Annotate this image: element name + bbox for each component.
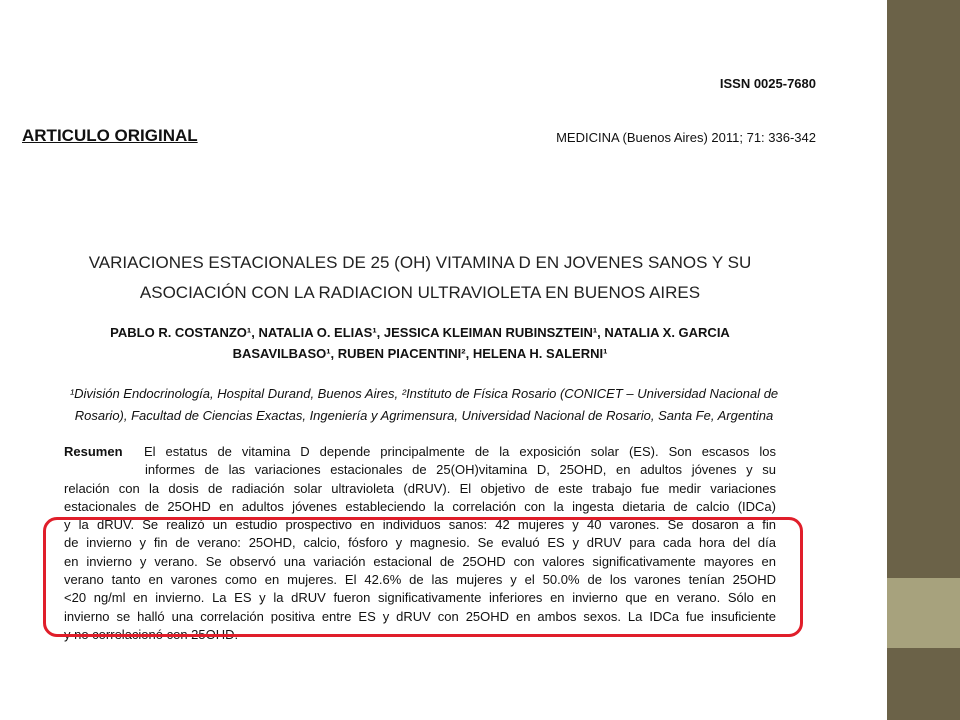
article-title [40, 248, 800, 308]
authors-line: PABLO R. COSTANZO¹, NATALIA O. ELIAS¹, JESSICA KLEIMAN RUBINSZTEIN¹, NATALIA X. GARCIA [110, 325, 730, 340]
affiliations [24, 383, 824, 427]
affiliation-line: ¹División Endocrinología, Hospital Durand, Buenos Aires, ²Instituto de Física Rosario (CONICET – Universidad Nacional de [69, 386, 779, 401]
highlight-box [43, 517, 803, 637]
slide-side-accent [887, 578, 960, 648]
journal-citation: MEDICINA (Buenos Aires) 2011; 71: 336-342 [556, 130, 816, 145]
abstract-line: verano tanto en varones como en mujeres. El 42.6% de las mujeres y el 50.0% de los varones tenían 25OHD [64, 572, 776, 588]
title-line: VARIACIONES ESTACIONALES DE 25 (OH) VITAMINA D EN JOVENES SANOS Y SU [88, 253, 752, 272]
abstract-line: estacionales de 25OHD en adultos jóvenes estableciendo la correlación con la ingesta dietaria de calcio (IDCa) [64, 498, 776, 514]
abstract-line: en invierno y verano. Se observó una variación estacional de 25OHD con valores significativamente mayores en [64, 553, 776, 569]
author-list [40, 322, 800, 364]
page-bottom-crop [0, 643, 887, 660]
abstract-line: y no correlacionó con 25OHD. [64, 626, 239, 642]
abstract-line: informes de las variaciones estacionales de 25(OH)vitamina D, 25OHD, en adultos jóvenes y su [145, 462, 776, 478]
abstract-label: Resumen [64, 444, 123, 459]
abstract-line: de invierno y fin de verano: 25OHD, calcio, fósforo y magnesio. Se evaluó ES y dRUV para cada hora del día [64, 535, 776, 551]
abstract-line: y la dRUV. Se realizó un estudio prospectivo en individuos sanos: 42 mujeres y 40 varones. Se dosaron a fin [64, 517, 776, 533]
issn-label: ISSN 0025-7680 [719, 76, 816, 91]
abstract-line: invierno se halló una correlación positiva entre ES y dRUV con 25OHD en ambos sexos. La IDCa fue insuficiente [64, 608, 776, 624]
affiliation-line: Rosario), Facultad de Ciencias Exactas, Ingeniería y Agrimensura, Universidad Nacional de Rosario, Santa Fe, Argentina [74, 408, 774, 423]
authors-line: BASAVILBASO¹, RUBEN PIACENTINI², HELENA H. SALERNI¹ [232, 346, 608, 361]
abstract-line: <20 ng/ml en invierno. La ES y la dRUV fueron significativamente inferiores en invierno que en verano. Sólo en [64, 590, 776, 606]
section-heading: ARTICULO ORIGINAL [22, 126, 198, 145]
abstract-line: relación con la dosis de radiación solar ultravioleta (dRUV). El objetivo de este trabajo fue medir variaciones [64, 480, 776, 496]
abstract-line [64, 443, 776, 461]
title-line: ASOCIACIÓN CON LA RADIACION ULTRAVIOLETA EN BUENOS AIRES [139, 283, 701, 302]
abstract-text: El estatus de vitamina D depende principalmente de la exposición solar (ES). Son escasos los [144, 444, 776, 459]
